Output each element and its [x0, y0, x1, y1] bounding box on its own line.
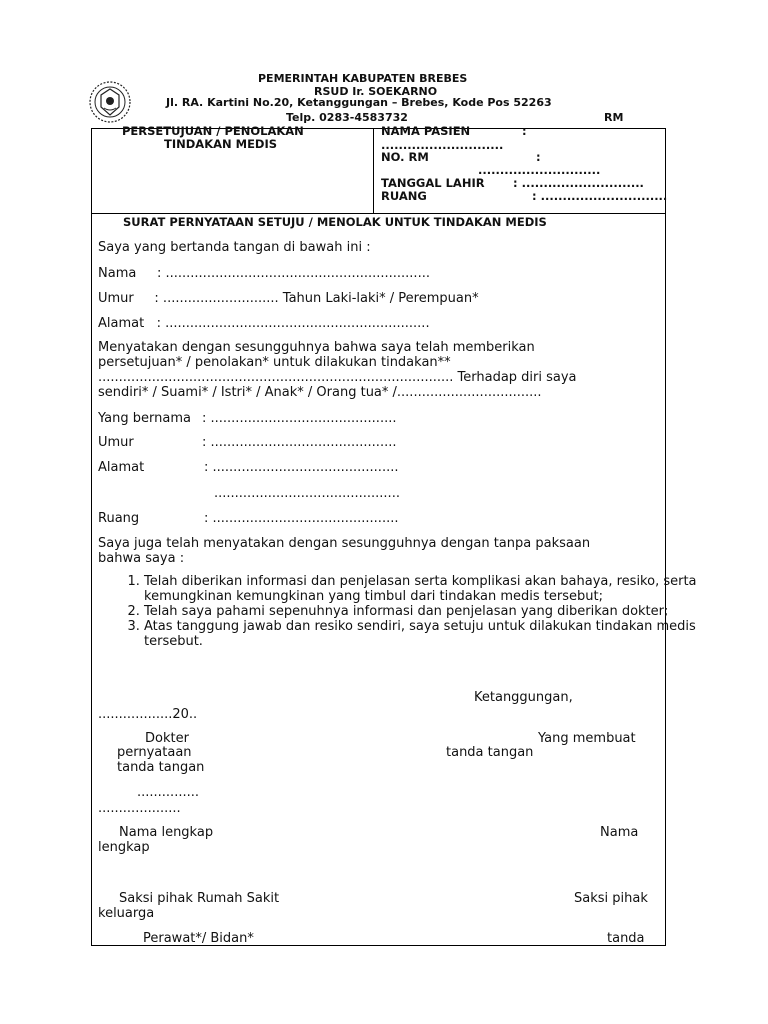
subject-address-label: Alamat [98, 460, 145, 475]
subject-name-label: Yang bernama [98, 411, 191, 426]
header-hospital: RSUD Ir. SOEKARNO [314, 85, 438, 98]
list-item: 3. Atas tanggung jawab dan resiko sendiri, saya setuju untuk dilakukan tindakan medis tersebut. [144, 619, 704, 649]
place-label: Ketanggungan, [474, 690, 573, 705]
additional-statement: Saya juga telah menyatakan dengan sesungguhnya dengan tanpa paksaan [98, 536, 591, 551]
signature-label-truncated: tanda [607, 931, 645, 946]
subject-age-label: Umur [98, 435, 134, 450]
birth-date-label: TANGGAL LAHIR [381, 176, 485, 190]
list-item: 1. Telah diberikan informasi dan penjelasan serta komplikasi akan bahaya, resiko, serta kemungkinan kemungkinan yang timbul dari tindakan medis tersebut; [144, 574, 704, 604]
subject-age-field[interactable]: : ............................................. [202, 435, 397, 450]
header-rm: RM [604, 111, 624, 124]
declarant-label-cont: pernyataan [117, 745, 192, 760]
declaration-line[interactable]: sendiri* / Suami* / Istri* / Anak* / Orang tua* /................................... [98, 385, 542, 400]
signature-label-left: tanda tangan [117, 760, 205, 775]
signature-line-right[interactable]: .................... [98, 801, 181, 816]
statement-list [98, 574, 704, 649]
nurse-midwife-label: Perawat*/ Bidan* [143, 931, 254, 946]
birth-date-field[interactable]: : ............................ [513, 176, 644, 190]
record-number-field[interactable]: ............................ [478, 163, 601, 177]
full-name-label-right: Nama [600, 825, 639, 840]
form-title-line1: PERSETUJUAN / PENOLAKAN [122, 124, 304, 138]
header-phone: Telp. 0283-4583732 [286, 111, 408, 124]
room-field[interactable]: : ............................. [532, 189, 668, 203]
intro-text: Saya yang bertanda tangan di bawah ini : [98, 240, 371, 255]
subject-address-field[interactable]: : ............................................. [204, 460, 399, 475]
declarant-label: Yang membuat [538, 731, 636, 746]
age-field[interactable]: Umur : ............................ Tahun Laki-laki* / Perempuan* [98, 291, 479, 306]
full-name-label-right-cont: lengkap [98, 840, 150, 855]
patient-name-label: NAMA PASIEN [381, 124, 471, 138]
list-item: 2. Telah saya pahami sepenuhnya informasi dan penjelasan yang diberikan dokter; [144, 604, 704, 619]
form-title-line2: TINDAKAN MEDIS [164, 137, 278, 151]
additional-statement: bahwa saya : [98, 551, 185, 566]
name-field[interactable]: Nama : ................................................................ [98, 266, 430, 281]
hospital-witness-label: Saksi pihak Rumah Sakit [119, 891, 280, 906]
subject-room-label: Ruang [98, 511, 140, 526]
doctor-label: Dokter [145, 731, 189, 746]
signature-line-left[interactable]: ............... [137, 785, 199, 800]
patient-name-sep: : [522, 124, 527, 138]
full-name-label-left: Nama lengkap [119, 825, 214, 840]
declaration-line: persetujuan* / penolakan* untuk dilakukan tindakan** [98, 355, 451, 370]
address-field[interactable]: Alamat : ................................................................ [98, 316, 430, 331]
rsud-logo-icon [88, 80, 132, 124]
subject-address-field-cont[interactable]: ............................................. [214, 486, 400, 501]
header-government: PEMERINTAH KABUPATEN BREBES [258, 72, 468, 85]
family-witness-label: Saksi pihak [574, 891, 648, 906]
record-number-sep: : [536, 150, 541, 164]
patient-name-field[interactable]: ............................ [381, 138, 504, 152]
record-number-label: NO. RM [381, 150, 429, 164]
declaration-line: Menyatakan dengan sesungguhnya bahwa saya telah memberikan [98, 340, 535, 355]
declaration-line[interactable]: ...................................................................................... Terhadap diri saya [98, 370, 577, 385]
subject-room-field[interactable]: : ............................................. [204, 511, 399, 526]
divider [373, 128, 374, 214]
signature-label-right: tanda tangan [446, 745, 534, 760]
divider [91, 213, 666, 214]
subject-name-field[interactable]: : ............................................. [202, 411, 397, 426]
statement-heading: SURAT PERNYATAAN SETUJU / MENOLAK UNTUK TINDAKAN MEDIS [123, 215, 547, 229]
family-witness-label-cont: keluarga [98, 906, 155, 921]
date-field[interactable]: ..................20.. [98, 707, 198, 722]
room-label: RUANG [381, 189, 427, 203]
header-address: Jl. RA. Kartini No.20, Ketanggungan – Brebes, Kode Pos 52263 [166, 96, 552, 109]
